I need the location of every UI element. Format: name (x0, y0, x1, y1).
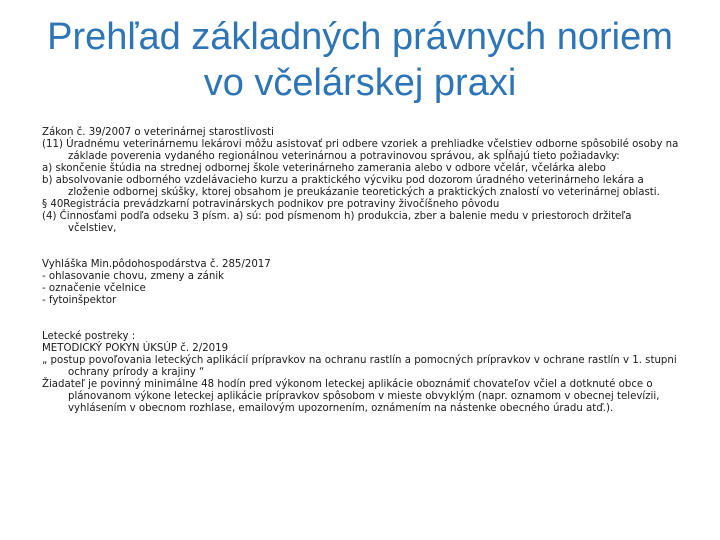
paragraph: a) skončenie štúdia na strednej odbornej škole veterinárneho zamerania alebo v odbore včelár, včelárka alebo (42, 163, 606, 174)
slide-body (42, 127, 682, 415)
paragraph: (11) Úradnému veterinárnemu lekárovi môžu asistovať pri odbere vzoriek a prehliadke včelstiev odborne spôsobilé osoby na základe poverenia vydaného regionálnou veterinárnou a potravinovou správou, ak spĺňajú tieto požiadavky: (42, 139, 679, 162)
paragraph: Letecké postreky : (42, 331, 136, 342)
paragraph: - ohlasovanie chovu, zmeny a zánik (42, 271, 225, 282)
slide-title (40, 14, 680, 106)
paragraph: § 40Registrácia prevádzkarní potravinárskych podnikov pre potraviny živočíšneho pôvodu (42, 199, 500, 210)
section-aerial-spraying (42, 331, 682, 415)
paragraph: - označenie včelnice (42, 283, 146, 294)
paragraph: Zákon č. 39/2007 o veterinárnej starostlivosti (42, 127, 274, 138)
paragraph: „ postup povoľovania leteckých aplikácií prípravkov na ochranu rastlín a pomocných prípravkov v ochrane rastlín v 1. stupni ochrany prírody a krajiny “ (42, 355, 677, 378)
paragraph: Žiadateľ je povinný minimálne 48 hodín pred výkonom leteckej aplikácie oboznámiť chovateľov včiel a dotknuté obce o plánovanom výkone leteckej aplikácie prípravkov spôsobom v mieste obvyklým (napr. oznamom v obecnej televízii, vyhlásením v obecnom rozhlase, emailovým upozornením, oznámením na nástenke obecného úradu atď.). (42, 379, 660, 414)
slide-title-line-1: Prehľad základných právnych noriem (47, 16, 673, 58)
spacer (42, 307, 682, 331)
paragraph: Vyhláška Min.pôdohospodárstva č. 285/2017 (42, 259, 271, 270)
section-ministry-decree (42, 259, 682, 307)
slide-title-line-2: vo včelárskej praxi (203, 62, 517, 104)
paragraph: b) absolvovanie odborného vzdelávacieho kurzu a praktického výcviku pod dozorom úradného veterinárneho lekára a zloženie odbornej skúšky, ktorej obsahom je preukázanie teoretických a praktických znalostí vo veterinárnej oblasti. (42, 175, 660, 198)
paragraph: (4) Činnosťami podľa odseku 3 písm. a) sú: pod písmenom h) produkcia, zber a balenie medu v priestoroch držiteľa včelstiev, (42, 211, 632, 234)
section-veterinary-law (42, 127, 682, 235)
paragraph: - fytoinšpektor (42, 295, 117, 306)
spacer (42, 235, 682, 259)
paragraph: METODICKÝ POKYN ÚKSÚP č. 2/2019 (42, 343, 229, 354)
